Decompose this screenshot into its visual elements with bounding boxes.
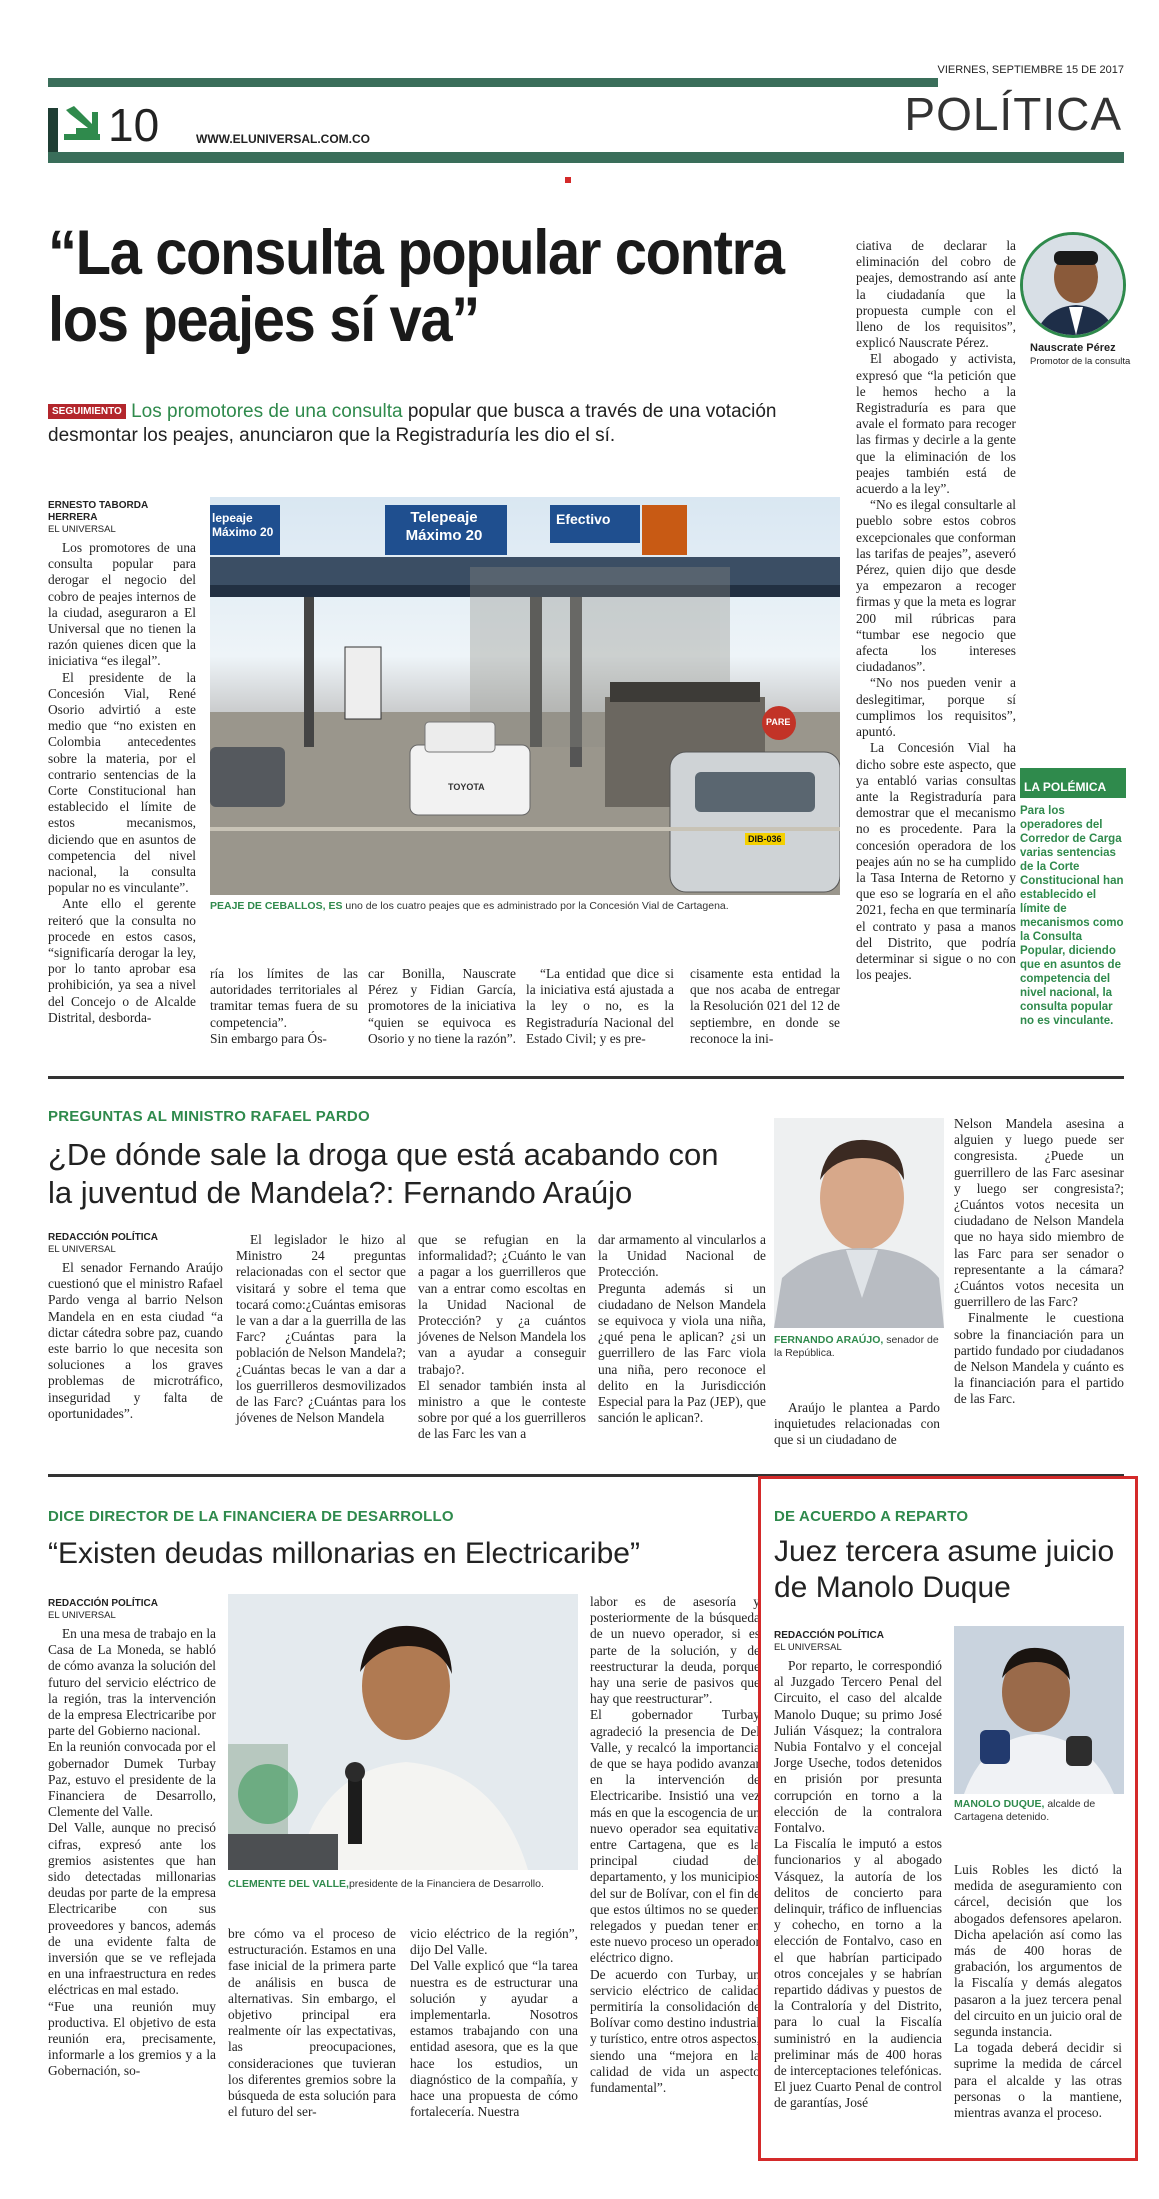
- paragraph: “No es ilegal consultarle al pueblo sobre estos cobros excepcionales que conforman las tarifas de peajes”, aseveró Pérez, quien dijo que desde ya empezaron a recoger firmas y que la meta es lograr 200 mil rúbricas para “tumbar ese negocio que afecta los intereses ciudadanos”.: [856, 497, 1016, 675]
- header-left-mark: [48, 108, 58, 152]
- byline-sub: EL UNIVERSAL: [48, 1610, 116, 1621]
- manolo-photo: [954, 1626, 1124, 1794]
- caption-rest: senador de la República.: [774, 1334, 939, 1359]
- headline-manolo: Juez tercera asume juicio de Manolo Duque: [774, 1535, 1115, 1604]
- article4-col2: Luis Robles les dictó la medida de aseguramiento con cárcel, decisión que los abogados defensores apelaron. Dicha apelación así como las más de 400 horas de grabación, los argumentos de la Fiscalía y demás alegatos pasaron a la juez tercera penal del circuito en un juicio oral de segunda instancia. La togada deberá decidir si suprime la medida de cárcel para el alcalde y las otras personas o la mantiene, mientras avanza el proceso.: [954, 1862, 1122, 2121]
- article2-col1: [48, 1232, 223, 1422]
- headline-mandela: ¿De dónde sale la droga que está acabando con la juventud de Mandela?: Fernando Araújo: [48, 1137, 719, 1210]
- paragraph: En una mesa de trabajo en la Casa de La Moneda, se habló de cómo avanza la solución del futuro del servicio eléctrico de la región, tras la intervención de la empresa Electricaribe por parte del Gobierno nacional. En la reunión convocada por el gobernador Dumek Turbay Paz, estuvo el presidente de la Financiera de Desarrollo, Clemente del Valle. Del Valle, aunque no precisó cifras, expresó ante los gremios asistentes que han sido detectadas millonarias deudas por parte de la empresa Electricaribe con sus proveedores y bancos, además de una evidente falta de inversión que se ve reflejada en una infraestructura en redes eléctricas en mal estado. “Fue una reunión muy productiva. El objetivo de esta reunión era, precisamente, informarle a los gremios y a la Gobernación, so-: [48, 1626, 216, 2079]
- sign-text: lepeaje Máximo 20: [212, 511, 274, 539]
- photo-caption: [210, 900, 850, 913]
- paragraph: Los promotores de una consulta popular para derogar el negocio del cobro de peajes internos de la ciudad, aseguraron a El Universal que no tienen la razón quienes dicen que la iniciativa “es ilegal”.: [48, 540, 196, 669]
- article1-right-col: [856, 238, 1016, 983]
- date-line: VIERNES, SEPTIEMBRE 15 DE 2017: [937, 64, 1124, 76]
- page-number: 10: [108, 99, 160, 151]
- tag-seguimiento: SEGUIMIENTO: [48, 404, 126, 419]
- caption-bold: CLEMENTE DEL VALLE,: [228, 1878, 349, 1890]
- clemente-caption: [228, 1878, 588, 1891]
- sign-text: PARE: [766, 717, 791, 727]
- caption-rest: uno de los cuatro peajes que es administrado por la Concesión Vial de Cartagena.: [342, 900, 729, 912]
- page-header: [48, 60, 1124, 170]
- clemente-photo: [228, 1594, 578, 1870]
- paragraph: El senador Fernando Araújo cuestionó que el ministro Rafael Pardo venga al barrio Nelson Mandela en en esta ciudad “a dictar cátedra sobre paz, cuando este barrio lo que necesita son soluciones a los graves problemas de microtráfico, inseguridad y falta de oportunidades”.: [48, 1260, 223, 1421]
- paragraph: Ante ello el gerente reiteró que la consulta no procede en estos casos, “significaría derogar la ley, por lo tanto aprobar esa prohibición, ya sea a nivel del Concejo o de Alcalde Distrital, desborda-: [48, 896, 196, 1025]
- headline-electricaribe: “Existen deudas millonarias en Electricaribe”: [48, 1537, 640, 1570]
- paragraph: ciativa de declarar la eliminación del cobro de peajes, demostrando así ante la ciudadanía que la propuesta cumple con el lleno de los requisitos”, explicó Nauscrate Pérez.: [856, 238, 1016, 351]
- byline: ERNESTO TABORDA HERRERA: [48, 500, 148, 523]
- portrait-name: Nauscrate Pérez: [1030, 342, 1116, 354]
- byline: REDACCIÓN POLÍTICA: [48, 1232, 158, 1243]
- section-divider: [48, 1076, 1124, 1079]
- article3-col1: [48, 1598, 216, 2080]
- deck-rest: popular que busca a través de una votación desmontar los peajes, anunciaron que la Registraduría les dio el sí.: [48, 401, 777, 446]
- article1-col3: car Bonilla, Nauscrate Pérez y Fidian García, promotores de la iniciativa “quien se equivoca es Osorio y no tiene la razón”.: [368, 966, 516, 1046]
- registration-mark: [565, 177, 571, 183]
- deck: [48, 400, 848, 448]
- article3-col2: bre cómo va el proceso de estructuración. Estamos en una fase inicial de la primera parte de análisis en busca de alternativas. Sin embargo, el objetivo principal era realmente oír las expectativas, las preocupaciones, consideraciones que tuvieran los diferentes gremios sobre la búsqueda de esta solución para el futuro del ser-: [228, 1926, 396, 2120]
- caption-bold: FERNANDO ARAÚJO,: [774, 1334, 884, 1346]
- byline: REDACCIÓN POLÍTICA: [774, 1630, 884, 1641]
- arrow-icon: [62, 104, 102, 144]
- manolo-caption: [954, 1798, 1124, 1824]
- sign-text: TOYOTA: [448, 782, 485, 792]
- deck-green: Los promotores de una consulta: [131, 401, 403, 422]
- article2-col3: que se refugian en la informalidad?; ¿Cuánto le van a pagar a los guerrilleros que van a entrar como escoltas en la Unidad Nacional de Protección? y ¿a cuántos jóvenes de Nelson Mandela los van a ayudar a conseguir trabajo?. El senador también insta al ministro a que le conteste sobre por qué a los guerrilleros de las Farc les van a: [418, 1232, 586, 1442]
- portrait-role: Promotor de la consulta: [1030, 356, 1131, 367]
- araujo-photo: [774, 1118, 944, 1328]
- sign-text: Efectivo: [556, 511, 611, 527]
- byline-sub: EL UNIVERSAL: [48, 524, 116, 535]
- article1-col2: ría los límites de las autoridades territoriales al tramitar temas fuera de su competencia”. Sin embargo para Ós-: [210, 966, 358, 1046]
- caption-rest: presidente de la Financiera de Desarrollo.: [348, 1878, 544, 1890]
- portrait-nauscrate: [1020, 232, 1126, 338]
- kicker-reparto: DE ACUERDO A REPARTO: [774, 1508, 969, 1525]
- sidebar-la-polemica: [1020, 768, 1126, 1028]
- caption-rest: alcalde de Cartagena detenido.: [954, 1798, 1096, 1823]
- sign-text: Telepeaje Máximo 20: [405, 509, 483, 544]
- byline-sub: EL UNIVERSAL: [48, 1244, 116, 1255]
- article2-col6: [954, 1116, 1124, 1408]
- byline-sub: EL UNIVERSAL: [774, 1642, 842, 1653]
- sidebar-title: LA POLÉMICA: [1020, 768, 1126, 798]
- sidebar-text: Para los operadores del Corredor de Carga varias sentencias de la Corte Constitucional han establecido el límite de mecanismos como la Consulta Popular, diciendo que en asuntos de competencia del nivel nacional, la consulta popular no es vinculante.: [1020, 805, 1124, 1027]
- paragraph: El presidente de la Concesión Vial, René Osorio advirtió a este medio que “no existen en Colombia antecedentes sobre la materia, por el contrario sentencias de la Corte Constitucional han establecido el límite de estos mecanismos, diciendo que en asuntos de competencia del nivel nacional, la consulta popular no es vinculante”.: [48, 669, 196, 896]
- article1-col5: cisamente esta entidad la que nos acaba de entregar la Resolución 021 del 12 de septiembre, en donde se reconoce la ini-: [690, 966, 840, 1046]
- section-title: POLÍTICA: [904, 88, 1122, 140]
- article1-col1: [48, 500, 196, 1026]
- under-photo-text: Araújo le plantea a Pardo inquietudes relacionadas con que si un ciudadano de: [774, 1400, 940, 1448]
- byline: REDACCIÓN POLÍTICA: [48, 1598, 158, 1609]
- article3-col3: vicio eléctrico de la región”, dijo Del Valle. Del Valle explicó que “la tarea nuestra es de estructurar una solución y ayudar a implementarla. Nosotros estamos trabajando con una entidad asesora, que es la que hace los estudios, un diagnóstico de la compañía, y hace una propuesta de cómo fortalecería. Nuestra: [410, 1926, 578, 2120]
- article3-col4: labor es de asesoría y posteriormente de la búsqueda de un nuevo operador, si es parte de la solución, y de reestructurar la deuda, porque hay una serie de pasivos que hay que reestructurar”. El gobernador Turbay agradeció la presencia de Del Valle, y recalcó la importancia de que se haya podido avanzar en la intervención de Electricaribe. Insistió una vez más en que la escogencia de un nuevo operador sea equitativa entre Cartagena, que es la principal ciudad del departamento, y los municipios del sur de Bolívar, con el fin de que estos últimos no se queden relegados y puedan tener en este nuevo proceso un operador eléctrico digno. De acuerdo con Turbay, un servicio eléctrico de calidad permitiría la consolidación de Bolívar como destino industrial y turístico, entre otros aspectos, siendo una “mejora en la calidad de vida un aspecto fundamental”.: [590, 1594, 760, 2096]
- sign-text: DIB-036: [745, 833, 785, 845]
- article1-col4: “La entidad que dice si la iniciativa está ajustada a la ley o no, es la Registraduría Nacional del Estado Civil; y es pre-: [526, 966, 674, 1046]
- article4-col1: [774, 1630, 942, 2112]
- site-url[interactable]: WWW.ELUNIVERSAL.COM.CO: [196, 132, 370, 146]
- kicker-pardo: PREGUNTAS AL MINISTRO RAFAEL PARDO: [48, 1108, 370, 1125]
- article2-col4: dar armamento al vincularlos a la Unidad Nacional de Protección. Pregunta además si un ciudadano de Nelson Mandela se equivoca y viola una niña, ¿qué pena le aplican? ¿si un guerrillero de las Farc viola una niña, pero reconoce el delito en la Jurisdicción Especial para la Paz (JEP), que sanción le aplican?.: [598, 1232, 766, 1426]
- kicker-financiera: DICE DIRECTOR DE LA FINANCIERA DE DESARROLLO: [48, 1508, 454, 1525]
- paragraph: “No nos pueden venir a deslegitimar, porque sí cumplimos los requisitos”, apuntó.: [856, 675, 1016, 740]
- header-bottom-rule: [48, 152, 1124, 163]
- paragraph: El abogado y activista, expresó que “la petición que le hemos hecho a la Registraduría es para que avale el formato para recoger las firmas y decirle a la gente que la eliminación de los peajes también está de acuerdo a la ley”.: [856, 351, 1016, 497]
- araujo-caption: [774, 1334, 944, 1360]
- article2-col2: El legislador le hizo al Ministro 24 preguntas relacionadas con el sector que visitará y sobre el tema que tocará como:¿Cuántas emisoras le van a dar a la guerrilla de las Farc? ¿Cuántas para la población de Nelson Mandela?; ¿Cuántas becas le van a dar a los guerrilleros desmovilizados de las Farc? ¿Cuántas para los jóvenes de Nelson Mandela: [236, 1232, 406, 1426]
- caption-bold: MANOLO DUQUE,: [954, 1798, 1045, 1810]
- header-top-rule: [48, 78, 938, 87]
- headline-peajes: “La consulta popular contra los peajes sí va”: [48, 218, 784, 355]
- paragraph: La Concesión Vial ha dicho sobre este aspecto, que ya entabló varias consultas ante la Registraduría para demostrar que el mecanismo no es procedente. Para la concesión operadora de los peajes aún no se ha cumplido la Tasa Interna de Retorno y que eso se lograría en el año 2021, fecha en que terminaría el contrato y pasa a manos del Distrito, que podría determinar si sigue o no con los peajes.: [856, 740, 1016, 983]
- paragraph: Finalmente le cuestiona sobre la financiación para un partido fundado por ciudadanos de Nelson Mandela y cuánto es la financiación para el partido de las Farc.: [954, 1310, 1124, 1407]
- toll-booth-photo: [210, 497, 840, 895]
- caption-bold: PEAJE DE CEBALLOS, ES: [210, 900, 343, 912]
- paragraph: Por reparto, le correspondió al Juzgado Tercero Penal del Circuito, el caso del alcalde Manolo Duque; su primo José Julián Vásquez; la contralora Nubia Fontalvo y el concejal Jorge Useche, todos detenidos en prisión por presunta corrupción en torno a la elección de la contralora Fontalvo. La Fiscalía le imputó a estos funcionarios y al abogado Vásquez, la autoría de los delitos de concierto para delinquir, tráfico de influencias y cohecho, en torno a la elección de Fontalvo, caso en el que habrían participado otros concejales y se habrían repartido dádivas y puestos de la Contraloría y del Distrito, para lo cual la Fiscalía suministró en la audiencia preliminar más de 400 horas de interceptaciones telefónicas. El juez Cuarto Penal de control de garantías, José: [774, 1658, 942, 2111]
- paragraph: Nelson Mandela asesina a alguien y luego puede ser congresista. ¿Puede un guerrillero de las Farc asesinar y luego ser congresista?; ¿Cuántos votos necesita un ciudadano de Nelson Mandela que no haya sido miembro de las Farc para ser senador o representante a la cámara? ¿Cuántos votos necesita un guerrillero de las Farc?: [954, 1116, 1124, 1310]
